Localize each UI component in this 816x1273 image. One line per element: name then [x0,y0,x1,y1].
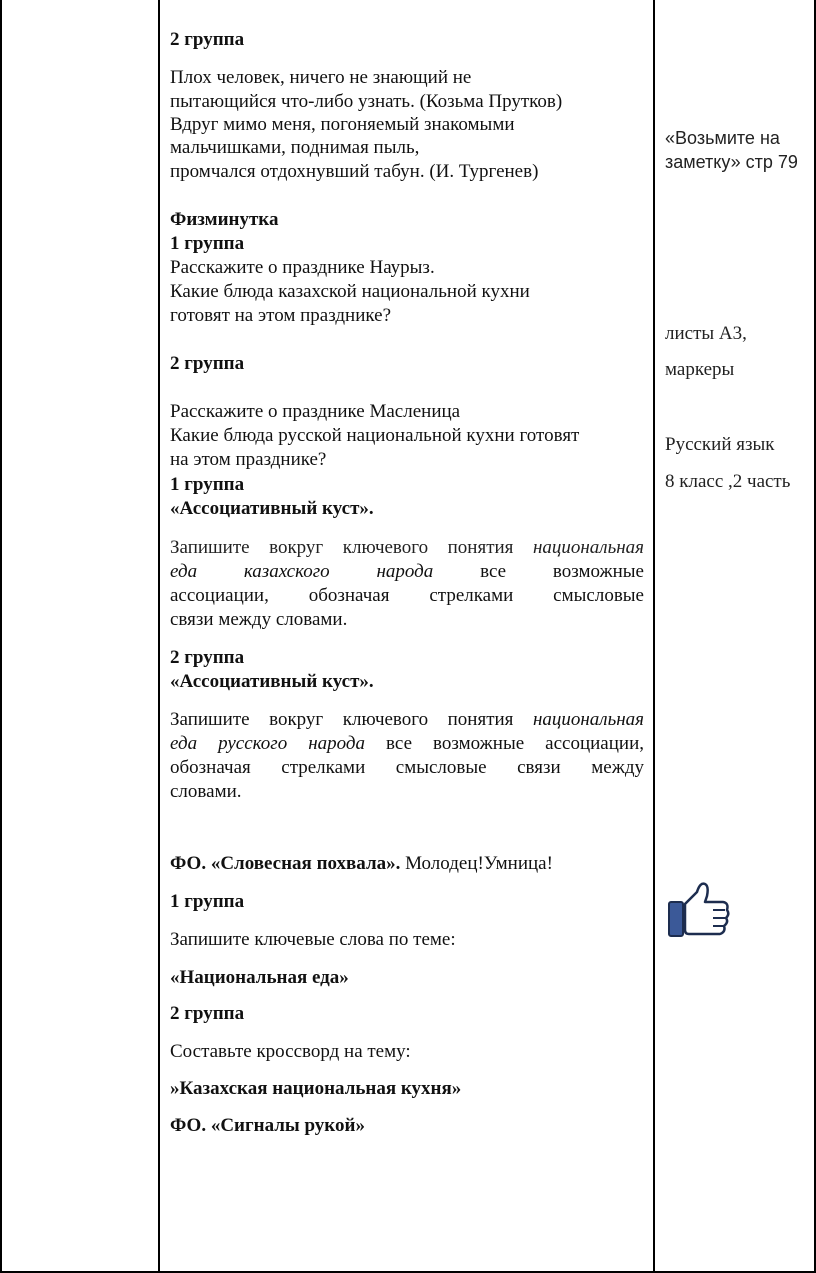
assoc-paragraph-line: Запишите вокруг ключевого понятия национальная [170,537,644,558]
textbook-line: 8 класс ,2 часть [665,471,791,492]
quote-line: Плох человек, ничего не знающий не [170,67,472,88]
note-line: «Возьмите на [665,128,780,148]
assessment-line: ФО. «Словесная похвала». Молодец!Умница! [170,853,553,874]
assoc-paragraph-line: еда казахского народа все возможные [170,561,644,582]
group-heading: 2 группа [170,1003,245,1024]
group-heading: 1 группа [170,233,245,254]
task-line: Расскажите о празднике Масленица [170,401,461,422]
assoc-paragraph-line: словами. [170,781,242,802]
quote-line: Вдруг мимо меня, погоняемый знакомыми [170,114,515,135]
group-heading: 1 группа [170,474,245,495]
assoc-paragraph-line: ассоциации, обозначая стрелками смысловые [170,585,644,606]
task-line: Какие блюда русской национальной кухни готовят [170,425,580,446]
materials-line: листы А3, [665,323,747,344]
group-heading: 1 группа [170,891,245,912]
group-heading: 2 группа [170,353,245,374]
task-line: Какие блюда казахской национальной кухни [170,281,530,302]
assoc-paragraph-line: связи между словами. [170,609,348,630]
topic-line: »Казахская национальная кухня» [170,1078,462,1099]
topic-line: «Национальная еда» [170,967,349,988]
group-heading: 2 группа [170,647,245,668]
thumb-cuff [669,902,683,936]
quote-line: пытающийся что-либо узнать. (Козьма Прутков) [170,91,563,112]
table-divider-1 [158,0,160,1273]
quote-line: промчался отдохнувший табун. (И. Тургенев) [170,161,539,182]
task-line: Запишите ключевые слова по теме: [170,929,456,950]
textbook-line: Русский язык [665,434,775,455]
section-heading-fizminutka: Физминутка [170,209,279,230]
materials-line: маркеры [665,359,735,380]
assessment-line: ФО. «Сигналы рукой» [170,1115,365,1136]
assoc-title: «Ассоциативный куст». [170,498,374,519]
task-line: готовят на этом празднике? [170,305,391,326]
note-line: заметку» стр 79 [665,152,798,172]
assoc-title: «Ассоциативный куст». [170,671,374,692]
table-border-left [0,0,2,1273]
task-line: Расскажите о празднике Наурыз. [170,257,435,278]
thumbs-up-icon [667,880,731,940]
assoc-paragraph-line: еда русского народа все возможные ассоциации, [170,733,644,754]
group-heading: 2 группа [170,29,245,50]
task-line: Составьте кроссворд на тему: [170,1041,411,1062]
quote-line: мальчишками, поднимая пыль, [170,137,420,158]
table-divider-2 [653,0,655,1273]
assoc-paragraph-line: обозначая стрелками смысловые связи между [170,757,644,778]
assoc-paragraph-line: Запишите вокруг ключевого понятия национальная [170,709,644,730]
task-line: на этом празднике? [170,449,327,470]
